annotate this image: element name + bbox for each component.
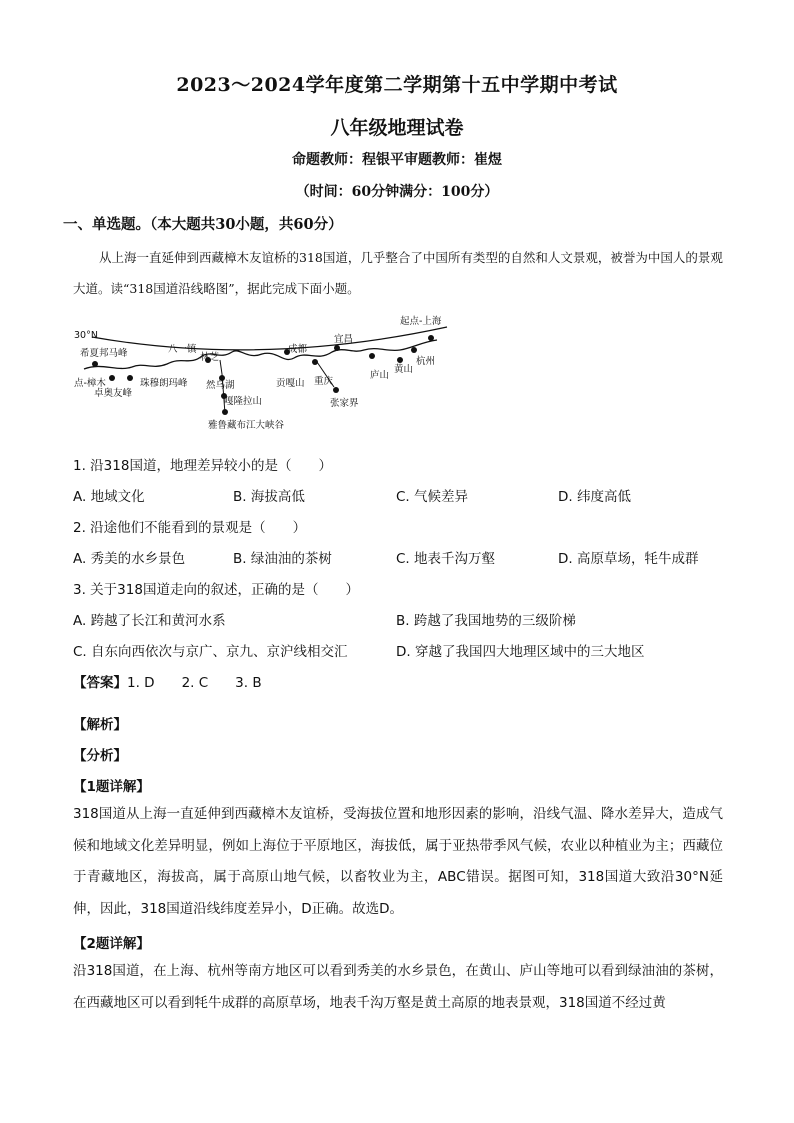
q3-option-a[interactable]: A. 跨越了长江和黄河水系 [73,613,226,629]
map-label-hangzhou: 杭州 [416,356,436,367]
map-label-linzhi: 林芝 [200,352,220,363]
detail-2-text: 沿318国道，在上海、杭州等南方地区可以看到秀美的水乡景色，在黄山、庐山等地可以看到绿油油的茶树，在西藏地区可以看到牦牛成群的高原草场，地表千沟万壑是黄土高原的地表景观，318国道不经过黄 [73,963,723,1011]
q3-option-d[interactable]: D. 穿越了我国四大地理区域中的三大地区 [396,644,645,660]
map-label-chengdu: 成都 [288,344,308,355]
q3-option-c[interactable]: C. 自东向西依次与京广、京九、京沪线相交汇 [73,644,348,660]
detail-1-label: 【1题详解】 [73,779,150,795]
q2-option-c[interactable]: C. 地表千沟万壑 [396,551,496,567]
question-intro: 从上海一直延伸到西藏樟木友谊桥的318国道，几乎整合了中国所有类型的自然和人文景观，被誉为中国人的景观大道。读“318国道沿线略图”，据此完成下面小题。 [73,250,723,296]
q1-option-a[interactable]: A. 地域文化 [73,489,145,505]
map-label-shanghai: 起点-上海 [400,316,442,327]
map-label-huangshan: 黄山 [394,364,414,375]
map-label-chongqing: 重庆 [314,376,334,387]
map-label-gongga: 贡嘎山 [276,378,305,389]
route-line [84,340,437,369]
map-label-bayi: 八一镇 [168,344,197,355]
exam-subtitle: 八年级地理试卷 [330,117,464,139]
map-label-xixia: 希夏邦马峰 [80,348,128,359]
answer-line [73,671,262,691]
q3-option-b[interactable]: B. 跨越了我国地势的三级阶梯 [396,613,576,629]
teachers-line: 命题教师：程银平审题教师：崔煜 [292,152,502,168]
q1-option-b[interactable]: B. 海拔高低 [233,489,305,505]
route-318-map [72,312,452,434]
map-label-lushan: 庐山 [370,370,390,381]
question-1: 1. 沿318国道，地理差异较小的是（ ） [73,458,332,474]
map-label-yarlung: 雅鲁藏布江大峡谷 [208,420,285,431]
map-label-yichang: 宜昌 [334,334,354,345]
q2-option-d[interactable]: D. 高原草场，牦牛成群 [558,551,699,567]
q2-option-a[interactable]: A. 秀美的水乡景色 [73,551,186,567]
section-heading: 一、单选题。（本大题共30小题，共60分） [63,216,343,233]
question-3: 3. 关于318国道走向的叙述，正确的是（ ） [73,582,359,598]
exam-title: 2023～2024学年度第二学期第十五中学期中考试 [176,74,618,96]
detail-1-text: 318国道从上海一直延伸到西藏樟木友谊桥，受海拔位置和地形因素的影响，沿线气温、降水差异大，造成气候和地域文化差异明显，例如上海位于平原地区，海拔低，属于亚热带季风气候，农业以种植业为主；西藏位于青藏地区，海拔高，属于高原山地气候，以畜牧业为主，ABC错误。据图可知，318国道大致沿30°N延伸，因此，318国道沿线纬度差异小，D正确。故选D。 [73,806,723,917]
q1-option-c[interactable]: C. 气候差异 [396,489,469,505]
latitude-label: 30°N [74,330,98,341]
latitude-30n-line [92,327,447,350]
map-label-zhumu: 珠穆朗玛峰 [140,378,188,389]
question-2: 2. 沿途他们不能看到的景观是（ ） [73,520,307,536]
q2-option-b[interactable]: B. 绿油油的茶树 [233,551,332,567]
map-label-zhuoao: 卓奥友峰 [94,388,133,399]
answer-label: 【答案】 [73,675,127,691]
time-line: （时间：60分钟满分：100分） [295,184,499,200]
map-label-mila: 嘎隆拉山 [224,396,263,407]
map-label-zhangmu: 点-樟木 [74,378,106,389]
answer-values: 1. D 2. C 3. B [127,675,262,691]
analysis-label: 【解析】 [73,717,127,733]
detail-2-label: 【2题详解】 [73,936,150,952]
map-label-zhangjiajie: 张家界 [330,398,359,409]
q1-option-d[interactable]: D. 纬度高低 [558,489,631,505]
fenxi-label: 【分析】 [73,748,127,764]
map-label-ranwu: 然乌湖 [206,380,235,391]
